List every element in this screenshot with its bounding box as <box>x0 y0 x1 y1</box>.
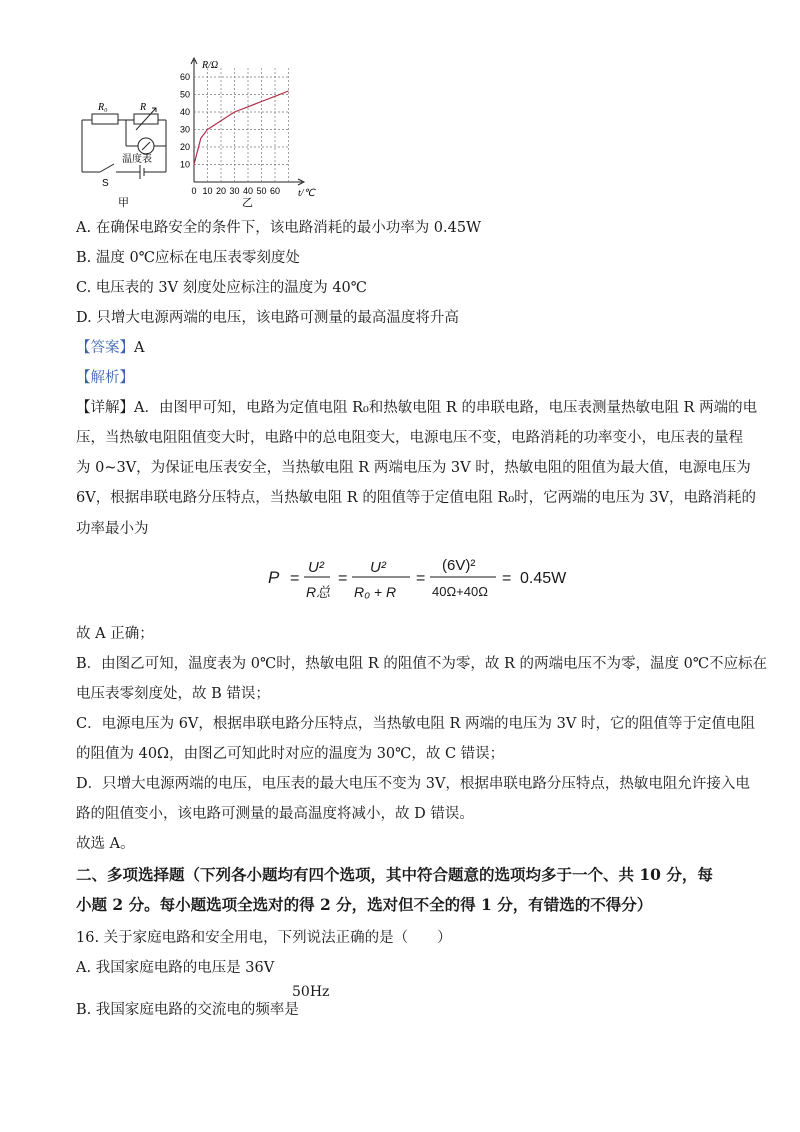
q16-option-a: A. 我国家庭电路的电压是 36V <box>76 960 275 976</box>
switch-s <box>100 164 114 172</box>
figure-svg <box>74 50 334 210</box>
q16-option-b-value: 50Hz <box>292 984 330 1000</box>
eq-sign-1: = <box>290 570 300 587</box>
eq-sign-2: = <box>338 570 348 587</box>
r0-resistor <box>92 114 118 124</box>
answer-value: A <box>134 340 145 356</box>
b-line-1: B．由图乙可知，温度表为 0℃时，热敏电阻 R 的阻值不为零，故 R 的两端电压不为零，温度 0℃不应标在 <box>76 656 768 672</box>
r-label: R <box>140 102 147 113</box>
y-tick-labels <box>180 72 190 170</box>
x-tick-label: 10 <box>202 186 213 196</box>
circuit-and-graph-figure <box>74 50 334 210</box>
y-tick-label: 30 <box>180 124 191 135</box>
section-heading-2: 小题 2 分。每小题选项全选对的得 2 分，选对但不全的得 1 分，有错选的不得分） <box>76 895 653 914</box>
r0-label: R₀ <box>98 102 108 113</box>
x-tick-label: 30 <box>229 186 240 196</box>
power-equation <box>266 550 586 610</box>
c-line-1: C．电源电压为 6V，根据串联电路分压特点，当热敏电阻 R 两端的电压为 3V 时，它的阻值等于定值电阻 <box>76 716 755 732</box>
a-correct: 故 A 正确； <box>76 626 154 642</box>
y-axis-label: R/Ω <box>202 60 219 71</box>
eq-num: (6V)² <box>442 557 476 574</box>
detail-line-5: 功率最小为 <box>76 521 149 537</box>
y-tick-label: 50 <box>180 89 191 100</box>
choose-line: 故选 A。 <box>76 836 135 852</box>
q16-stem: 16. 关于家庭电路和安全用电，下列说法正确的是（ ） <box>76 930 452 946</box>
y-tick-label: 40 <box>180 107 191 117</box>
answer-line <box>76 338 144 358</box>
detail-line-4: 6V，根据串联电路分压特点，当热敏电阻 R 的阻值等于定值电阻 R₀时，它两端的电压为 3V，电路消耗的 <box>76 490 756 506</box>
section-heading-1: 二、多项选择题（下列各小题均有四个选项，其中符合题意的选项均多于一个、共 10 分，每 <box>76 865 713 884</box>
y-tick-label: 20 <box>180 142 191 152</box>
eq-p: P <box>268 568 280 587</box>
circuit-diagram <box>82 108 166 179</box>
analysis-tag: 【解析】 <box>76 370 134 386</box>
q16-option-b: B. 我国家庭电路的交流电的频率是 <box>76 1002 299 1018</box>
detail-line-1: 【详解】A．由图甲可知，电路为定值电阻 R₀和热敏电阻 R 的串联电路，电压表测量热敏电阻 R 两端的电 <box>76 400 758 416</box>
graph-caption: 乙 <box>242 196 253 209</box>
eq-u2-2: U² <box>370 559 386 576</box>
x-axis-label: t/℃ <box>298 188 315 199</box>
x-tick-labels <box>192 186 281 196</box>
eq-result: 0.45W <box>520 570 567 587</box>
equation-svg <box>266 550 586 610</box>
eq-r-sum: R₀ + R <box>354 584 397 600</box>
d-line-1: D．只增大电源两端的电压，电压表的最大电压不变为 3V，根据串联电路分压特点，热敏电阻允许接入电 <box>76 776 750 792</box>
x-tick-label: 0 <box>191 186 197 196</box>
option-d: D. 只增大电源两端的电压，该电路可测量的最高温度将升高 <box>76 310 459 326</box>
eq-sign-4: = <box>502 570 512 587</box>
detail-line-3: 为 0~3V，为保证电压表安全，当热敏电阻 R 两端电压为 3V 时，热敏电阻的阻值为最大值，电源电压为 <box>76 460 751 476</box>
d-line-2: 路的阻值变小，该电路可测量的最高温度将减小，故 D 错误。 <box>76 806 474 822</box>
c-line-2: 的阻值为 40Ω，由图乙可知此时对应的温度为 30℃，故 C 错误； <box>76 746 505 762</box>
option-b: B. 温度 0℃应标在电压表零刻度处 <box>76 250 300 266</box>
eq-den: 40Ω+40Ω <box>432 584 488 599</box>
meter-label: 温度表 <box>122 154 152 165</box>
answer-tag: 【答案】 <box>76 340 134 356</box>
option-c: C. 电压表的 3V 刻度处应标注的温度为 40℃ <box>76 280 367 296</box>
eq-u2-1: U² <box>308 559 324 576</box>
x-tick-label: 20 <box>216 186 227 196</box>
x-tick-label: 40 <box>243 186 254 196</box>
y-tick-label: 10 <box>180 159 191 170</box>
x-tick-label: 60 <box>270 186 281 196</box>
circuit-caption: 甲 <box>118 196 129 209</box>
graph-grid <box>194 68 289 182</box>
resistance-temperature-curve <box>194 91 289 165</box>
option-a: A. 在确保电路安全的条件下，该电路消耗的最小功率为 0.45W <box>76 220 481 236</box>
detail-line-2: 压，当热敏电阻阻值变大时，电路中的总电阻变大，电源电压不变，电路消耗的功率变小，电压表的量程 <box>76 430 743 446</box>
switch-label: S <box>102 178 109 189</box>
eq-r-total: R总 <box>306 584 331 600</box>
eq-sign-3: = <box>416 570 426 587</box>
x-tick-label: 50 <box>256 186 267 196</box>
b-line-2: 电压表零刻度处，故 B 错误； <box>76 686 270 702</box>
y-tick-label: 60 <box>180 72 191 82</box>
